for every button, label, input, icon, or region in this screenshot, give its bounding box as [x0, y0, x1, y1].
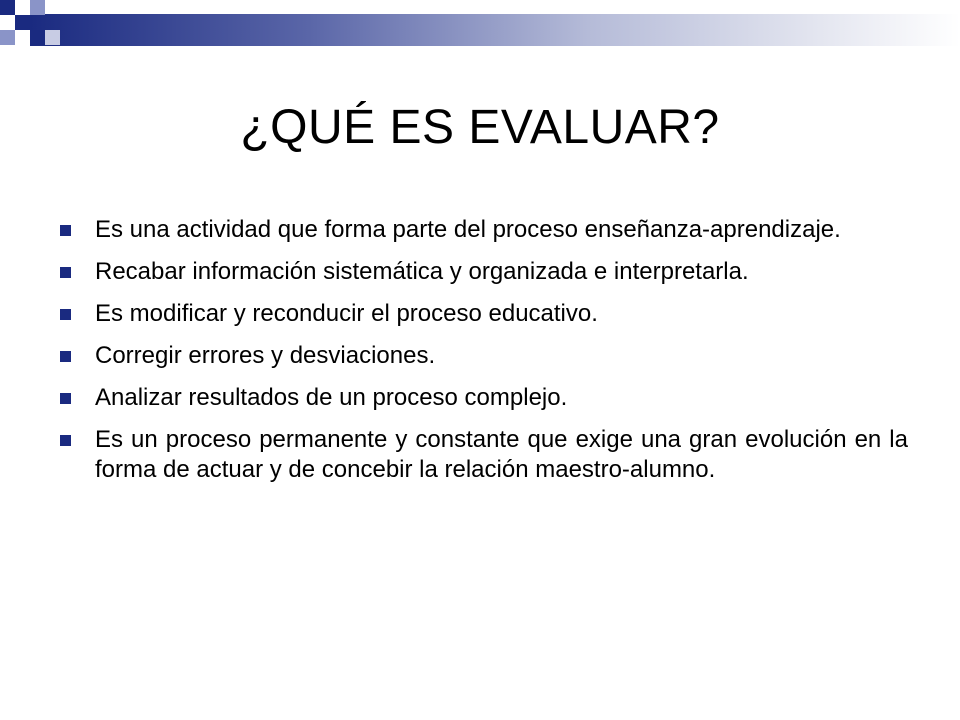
bullet-list: [60, 215, 908, 497]
header-square-pattern: [0, 0, 80, 60]
bullet-text: Corregir errores y desviaciones.: [95, 342, 436, 369]
bullet-text: Es modificar y reconducir el proceso educativo.: [95, 300, 598, 327]
bullet-item: [60, 215, 908, 245]
square-bullet-icon: [60, 225, 71, 236]
bullet-item: [60, 341, 908, 371]
header-gradient-bar: [30, 14, 960, 46]
deco-square: [45, 30, 60, 45]
bullet-item: [60, 425, 908, 485]
square-bullet-icon: [60, 267, 71, 278]
bullet-item: [60, 383, 908, 413]
bullet-item: [60, 299, 908, 329]
deco-square: [30, 0, 45, 15]
deco-square: [0, 30, 15, 45]
square-bullet-icon: [60, 393, 71, 404]
bullet-item: [60, 257, 908, 287]
bullet-text: Es un proceso permanente y constante que exige una gran evolución en la forma de actuar y de concebir la relación maestro-alumno.: [95, 426, 908, 483]
square-bullet-icon: [60, 435, 71, 446]
deco-square: [30, 30, 45, 45]
square-bullet-icon: [60, 351, 71, 362]
deco-square: [0, 0, 15, 15]
slide-title: ¿QUÉ ES EVALUAR?: [240, 101, 720, 154]
deco-square: [0, 15, 15, 30]
bullet-text: Analizar resultados de un proceso complejo.: [95, 384, 568, 411]
deco-square: [15, 30, 30, 45]
deco-square: [15, 15, 30, 30]
square-bullet-icon: [60, 309, 71, 320]
bullet-text: Recabar información sistemática y organizada e interpretarla.: [95, 258, 749, 285]
bullet-text: Es una actividad que forma parte del proceso enseñanza-aprendizaje.: [95, 216, 841, 243]
deco-square: [15, 0, 30, 15]
